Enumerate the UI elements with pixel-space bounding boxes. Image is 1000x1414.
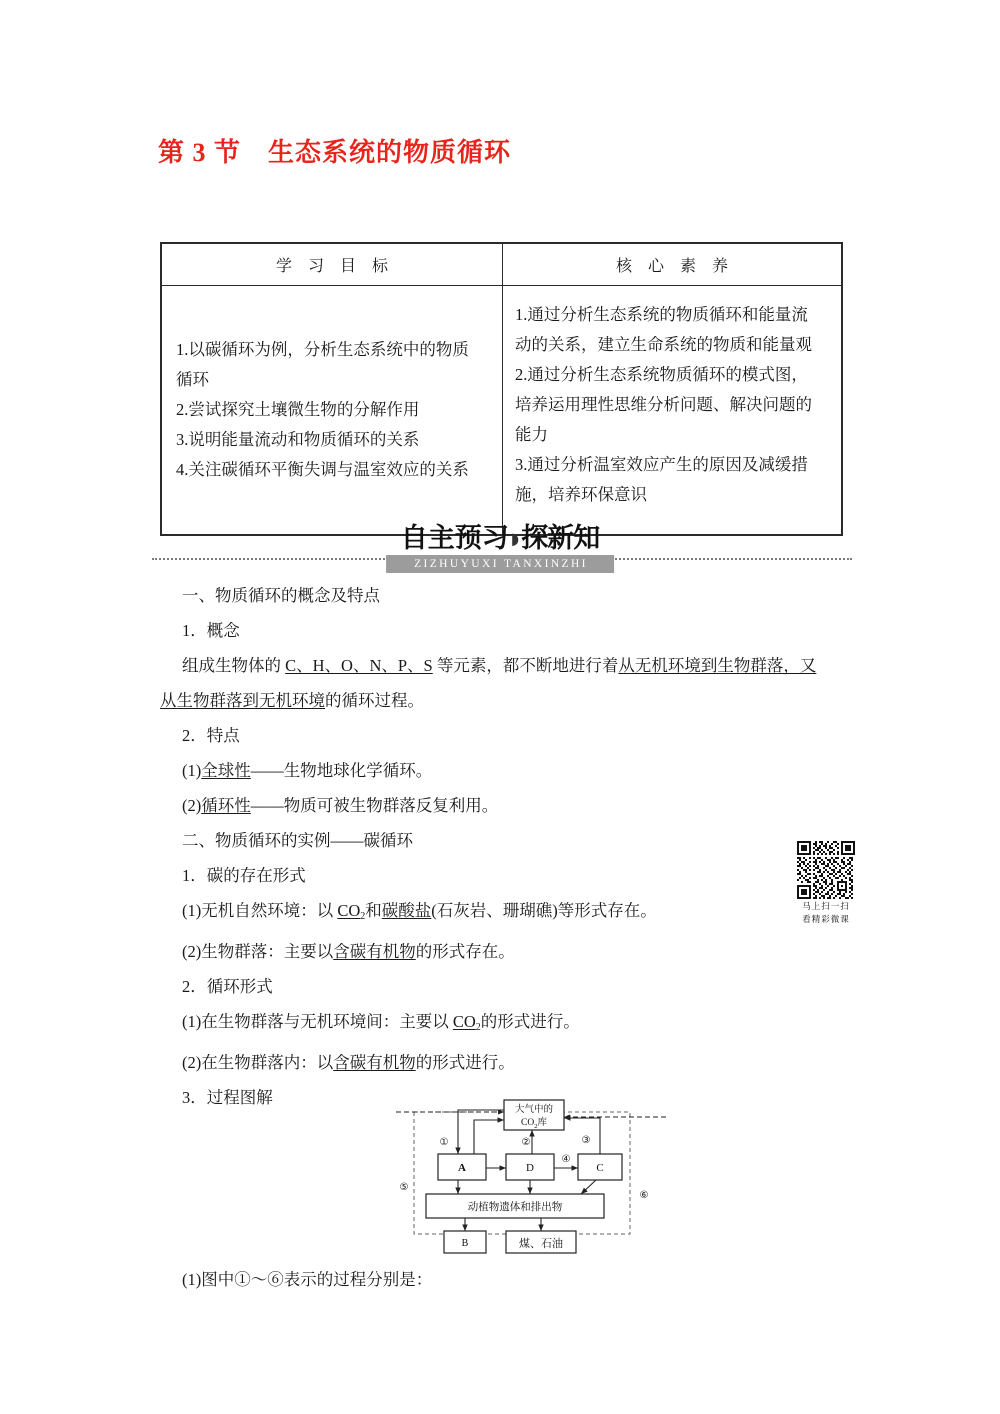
banner-title: [0, 524, 1000, 554]
arrow-atmosphere-to-a: [458, 1110, 504, 1154]
subheading-cycle-forms: 2．循环形式: [182, 977, 273, 996]
question-1: (1)图中①～⑥表示的过程分别是：: [182, 1270, 433, 1289]
paragraph-concept-cont: [160, 683, 850, 718]
feature-2-number: (2): [182, 796, 202, 815]
concept-text-a: 组成生物体的: [182, 656, 286, 675]
co2-subscript: 2: [360, 911, 366, 922]
concept-underline-1: 从无机环境到生物群落，又: [618, 656, 817, 675]
carbon-1-a: 无机自然环境：以: [201, 901, 338, 920]
cycle-1-b: 的形式进行。: [480, 1012, 580, 1031]
table-cell-core-literacy: [503, 286, 841, 534]
feature-1-number: (1): [182, 761, 202, 780]
literacy-item: 2.通过分析生态系统物质循环的模式图，: [515, 365, 808, 384]
label-fossil-fuel: 煤、石油: [519, 1238, 563, 1250]
concept-underline-2: 从生物群落到无机环境: [160, 691, 325, 710]
co2-label: CO: [452, 1012, 476, 1031]
play-arrow-icon: ◗: [510, 529, 520, 548]
carbon-form-item-1: [160, 893, 850, 934]
co2-subscript: 2: [475, 1022, 481, 1033]
cycle-1-a: 在生物群落与无机环境间：主要以: [201, 1012, 453, 1031]
arrow-a-to-atmosphere: [474, 1120, 504, 1154]
objective-item: 2.尝试探究土壤微生物的分解作用: [176, 400, 420, 419]
literacy-item: 1.通过分析生态系统的物质循环和能量流: [515, 305, 808, 324]
process-label-4: ④: [561, 1154, 571, 1165]
cycle-2-keyword: 含碳有机物: [333, 1053, 416, 1072]
carbon-2-number: (2): [182, 942, 202, 961]
page-title: 第 3 节 生态系统的物质循环: [158, 138, 512, 167]
label-box-c: C: [596, 1162, 604, 1174]
process-label-5: ⑤: [399, 1182, 409, 1193]
carbon-1-carbonate: 碳酸盐: [381, 901, 432, 920]
banner-title-part2: 探新知: [521, 523, 600, 554]
label-remains: 动植物遗体和排出物: [467, 1202, 563, 1213]
literacy-item: 能力: [515, 425, 548, 444]
cycle-form-item-2: [160, 1045, 850, 1080]
cycle-2-number: (2): [182, 1053, 202, 1072]
carbon-1-co2: [337, 901, 365, 920]
carbon-2-b: 的形式存在。: [415, 942, 515, 961]
qr-code-icon[interactable]: [797, 841, 855, 899]
heading-two: 二、物质循环的实例——碳循环: [182, 831, 413, 850]
qr-code-block[interactable]: [793, 841, 859, 925]
concept-text-c: 等元素，都不断地进行着: [432, 656, 619, 675]
process-label-1: ①: [439, 1137, 449, 1148]
feature-2-keyword: 循环性: [201, 796, 251, 815]
feature-1-keyword: 全球性: [201, 761, 251, 780]
label-box-b: B: [461, 1238, 469, 1249]
carbon-1-number: (1): [182, 901, 202, 920]
carbon-1-c: (石灰岩、珊瑚礁)等形式存在。: [431, 901, 657, 920]
cycle-1-co2: [453, 1012, 481, 1031]
learning-objectives-table: [160, 242, 843, 536]
banner-title-part1: 自主预习: [400, 523, 509, 554]
heading-one: 一、物质循环的概念及特点: [182, 586, 380, 605]
trailing-question: [160, 1262, 850, 1297]
subheading-process-diagram: 3．过程图解: [182, 1088, 273, 1107]
atmosphere-label-line1: 大气中的: [514, 1105, 554, 1115]
literacy-item: 3.通过分析温室效应产生的原因及减缓措: [515, 455, 808, 474]
banner-pinyin: ZIZHUYUXI TANXINZHI: [386, 555, 614, 573]
objective-item: 4.关注碳循环平衡失调与温室效应的关系: [176, 460, 469, 479]
feature-item-2: [160, 788, 850, 823]
subheading-concept: 1．概念: [182, 621, 240, 640]
concept-elements: C、H、O、N、P、S: [285, 656, 433, 675]
qr-caption-line1: 马上扫一扫: [802, 901, 850, 911]
process-label-6: ⑥: [639, 1190, 649, 1201]
table-cell-learning-objectives: [162, 286, 503, 534]
cycle-1-number: (1): [182, 1012, 202, 1031]
subheading-carbon-forms: 1．碳的存在形式: [182, 866, 306, 885]
arrow-c-to-remains: [581, 1180, 596, 1194]
literacy-item: 培养运用理性思维分析问题、解决问题的: [515, 395, 812, 414]
feature-1-rest: ——生物地球化学循环。: [250, 761, 433, 780]
carbon-form-item-2: [160, 934, 850, 969]
co2-label: CO: [337, 901, 361, 920]
atmosphere-label-line2: CO2库: [521, 1118, 547, 1130]
cycle-2-b: 的形式进行。: [415, 1053, 515, 1072]
carbon-cycle-diagram: [396, 1098, 666, 1258]
feature-2-rest: ——物质可被生物群落反复利用。: [250, 796, 499, 815]
label-box-d: D: [526, 1162, 534, 1174]
concept-text-f: 的循环过程。: [325, 691, 424, 710]
table-header-core-literacy: 核 心 素 养: [615, 258, 734, 275]
subheading-features: 2．特点: [182, 726, 240, 745]
objective-item: 3.说明能量流动和物质循环的关系: [176, 430, 420, 449]
table-header-learning-objectives: 学 习 目 标: [162, 244, 503, 285]
process-label-3: ③: [581, 1135, 591, 1146]
feature-item-1: [160, 753, 850, 788]
carbon-cycle-svg: [396, 1098, 666, 1258]
objective-item: 1.以碳循环为例，分析生态系统中的物质: [176, 340, 469, 359]
cycle-form-item-1: [160, 1004, 850, 1045]
carbon-2-a: 生物群落：主要以: [201, 942, 334, 961]
section-banner: [0, 524, 1000, 580]
process-label-2: ②: [521, 1137, 531, 1148]
carbon-2-keyword: 含碳有机物: [333, 942, 416, 961]
label-box-a: A: [458, 1162, 466, 1174]
objective-item: 循环: [176, 370, 209, 389]
paragraph-concept: [160, 648, 850, 683]
cycle-2-a: 在生物群落内：以: [201, 1053, 334, 1072]
qr-caption-line2: 看精彩微课: [802, 914, 850, 924]
carbon-1-b: 和: [365, 901, 382, 920]
main-content: [160, 578, 850, 1115]
table-body-row: [162, 286, 841, 534]
literacy-item: 动的关系，建立生命系统的物质和能量观: [515, 335, 812, 354]
literacy-item: 施，培养环保意识: [515, 485, 647, 504]
table-header-row: [162, 244, 841, 286]
